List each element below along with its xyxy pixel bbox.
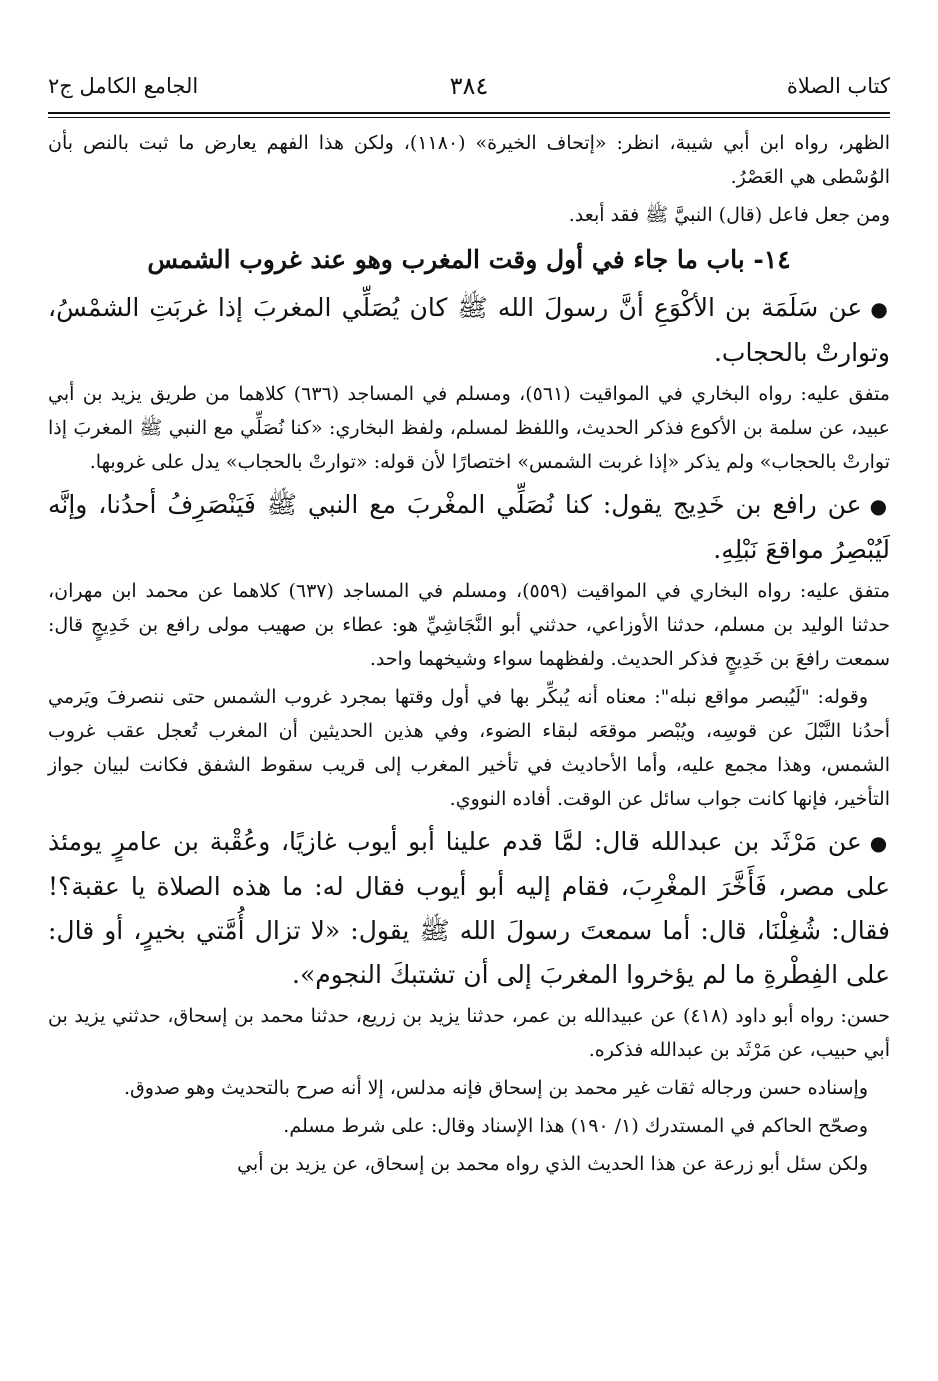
running-head-title: الجامع الكامل ج٢: [48, 74, 199, 98]
bullet-icon: ●: [869, 494, 890, 518]
header-rule-thin: [48, 117, 890, 118]
hadith-body: عن سَلَمَة بن الأكْوَعِ أنَّ رسولَ الله ﷺ كان يُصَلِّي المغربَ إذا غربَتِ الشمْسُ، وتوارتْ بالحجاب.: [48, 293, 890, 367]
commentary-paragraph: ولكن سئل أبو زرعة عن هذا الحديث الذي رواه محمد بن إسحاق، عن يزيد بن أبي: [237, 1153, 868, 1175]
document-page: [48, 0, 890, 1381]
takhrij-paragraph: متفق عليه: رواه البخاري في المواقيت (٥٦١)، ومسلم في المساجد (٦٣٦) كلاهما من طريق يزيد بن أبي عبيد، عن سلمة بن الأكوع فذكر الحديث، واللفظ لمسلم، ولفظ البخاري: «كنا نُصَلِّي مع النبي ﷺ المغربَ إذا توارتْ بالحجاب» ولم يذكر «إذا غربت الشمس» اختصارًا لأن قوله: «توارتْ بالحجاب» يدل على غروبها.: [48, 383, 890, 473]
page-content: [48, 126, 890, 1185]
hadith-body: عن مَرْثَد بن عبدالله قال: لمَّا قدم علينا أبو أيوب غازيًا، وعُقْبة بن عامرٍ يومئذ على مصر، فَأَخَّرَ المغْرِبَ، فقام إليه أبو أيوب فقال له: ما هذه الصلاة يا عقبة؟! فقال: شُغِلْنَا، قال: أما سمعتَ رسولَ الله ﷺ يقول: «لا تزال أُمَّتي بخيرٍ، أو قال: على الفِطْرةِ ما لم يؤخروا المغربَ إلى أن تشتبكَ النجوم».: [48, 827, 890, 989]
hadith-text: [48, 820, 890, 997]
page-header: [48, 66, 890, 106]
header-rule-thick: [48, 112, 890, 114]
page-number: ٣٨٤: [449, 72, 489, 100]
hadith-text: [48, 286, 890, 375]
hadith-body: عن رافع بن خَدِيج يقول: كنا نُصَلِّي المغْربَ مع النبي ﷺ فَيَنْصَرِفُ أحدُنا، وإنَّه لَيُبْصِرُ مواقعَ نَبْلِهِ.: [48, 490, 890, 564]
takhrij-paragraph: حسن: رواه أبو داود (٤١٨) عن عبيدالله بن عمر، حدثنا يزيد بن زريع، حدثنا محمد بن إسحاق، حدثني يزيد بن أبي حبيب، عن مَرْثَد بن عبدالله فذكره.: [48, 1005, 890, 1061]
commentary-paragraph: وقوله: "لَيُبصر مواقع نبله": معناه أنه يُبكِّر بها في أول وقتها بمجرد غروب الشمس حتى ننصرفَ ويَرمي أحدُنا النَّبْلَ عن قوسِه، ويُبْصر موقعَه لبقاء الضوء، وفي هذين الحديثين أن المغرب تُعجل عقب غروب الشمس، وهذا مجمع عليه، وأما الأحاديث في تأخير المغرب إلى قريب سقوط الشفق فكانت لبيان جواز التأخير، فإنها كانت جواب سائل عن الوقت. أفاده النووي.: [48, 686, 890, 810]
takhrij-paragraph: متفق عليه: رواه البخاري في المواقيت (٥٥٩)، ومسلم في المساجد (٦٣٧) كلاهما عن محمد ابن مهران، حدثنا الوليد بن مسلم، حدثنا الأوزاعي، حدثني أبو النَّجَاشِيِّ هو: عطاء بن صهيب مولى رافع بن خَدِيجٍ قال: سمعت رافعَ بن خَدِيجٍ فذكر الحديث. ولفظهما سواء وشيخهما واحد.: [48, 580, 890, 670]
footnote-paragraph: الظهر، رواه ابن أبي شيبة، انظر: «إتحاف الخيرة» (١١٨٠)، ولكن هذا الفهم يعارض ما ثبت بالنص بأن الوُسْطى هي العَصْرُ.: [48, 132, 890, 188]
running-head-section: كتاب الصلاة: [786, 74, 890, 98]
hadith-text: [48, 483, 890, 572]
footnote-paragraph: ومن جعل فاعل (قال) النبيَّ ﷺ فقد أبعد.: [568, 204, 890, 226]
commentary-paragraph: وصحّح الحاكم في المستدرك (١/ ١٩٠) هذا الإسناد وقال: على شرط مسلم.: [283, 1115, 868, 1137]
bullet-icon: ●: [870, 297, 890, 321]
bullet-icon: ●: [869, 831, 890, 855]
commentary-paragraph: وإسناده حسن ورجاله ثقات غير محمد بن إسحاق فإنه مدلس، إلا أنه صرح بالتحديث وهو صدوق.: [123, 1077, 868, 1099]
chapter-heading: ١٤- باب ما جاء في أول وقت المغرب وهو عند غروب الشمس: [147, 245, 791, 274]
